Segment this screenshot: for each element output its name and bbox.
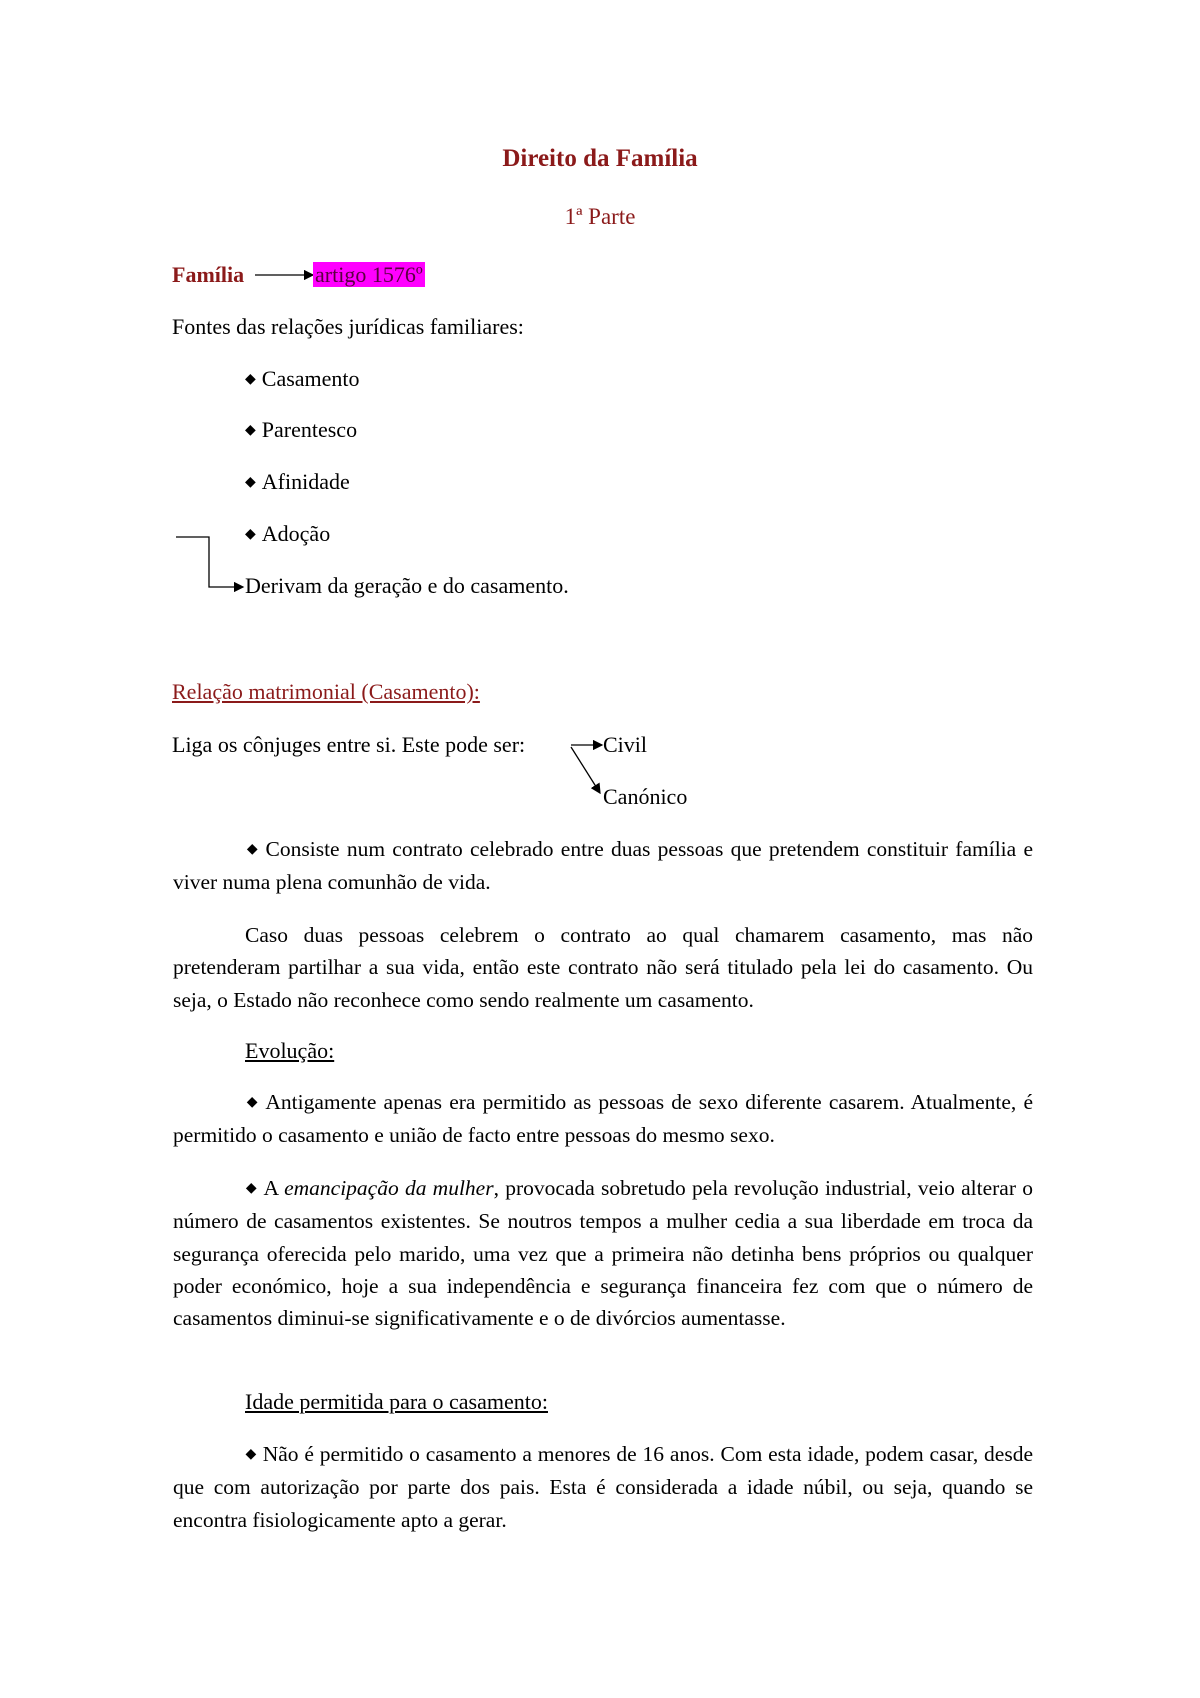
diamond-bullet-icon: ◆ [245, 423, 256, 438]
diamond-bullet-icon: ◆ [245, 475, 256, 490]
page-title: Direito da Família [502, 145, 698, 172]
artigo-reference [313, 261, 425, 289]
idade-heading: Idade permitida para o casamento: [245, 1389, 548, 1414]
diamond-bullet-icon: ◆ [245, 842, 260, 857]
paragraph-idade: ◆ Não é permitido o casamento a menores de 16 anos. Com esta idade, podem casar, desde que com autorização por parte dos pais. Esta é considerada a idade núbil, ou seja, quando se encontra fisiologicamente apto a gerar. [173, 1442, 1033, 1532]
paragraph-emancipacao: ◆ A emancipação da mulher, provocada sobretudo pela revolução industrial, veio alterar o número de casamentos existentes. Se noutros tempos a mulher cedia a sua liberdade em troca da segurança oferecida pelo marido, uma vez que a primeira não detinha bens próprios ou qualquer poder económico, hoje a sua independência e segurança financeira fez com que o número de casamentos diminui-se significativamente e o de divórcios aumentasse. [173, 1176, 1033, 1331]
list-item: ◆ Afinidade [245, 469, 350, 494]
tipo-civil: Civil [603, 732, 648, 757]
diamond-bullet-icon: ◆ [245, 1095, 260, 1110]
relacao-heading: Relação matrimonial (Casamento): [172, 679, 480, 704]
liga-text: Liga os cônjuges entre si. Este pode ser: [172, 732, 526, 757]
emphasis-text: emancipação da mulher [284, 1176, 494, 1200]
list-item: ◆ Adoção [245, 521, 331, 546]
list-item: ◆ Casamento [245, 366, 360, 391]
paragraph-caso: Caso duas pessoas celebrem o contrato ao qual chamarem casamento, mas não pretenderam partilhar a sua vida, então este contrato não será titulado pela lei do casamento. Ou seja, o Estado não reconhece como sendo realmente um casamento. [173, 923, 1033, 1012]
derivam-text: Derivam da geração e do casamento. [245, 573, 569, 598]
fontes-heading: Fontes das relações jurídicas familiares: [172, 314, 524, 339]
paragraph-antigamente: ◆ Antigamente apenas era permitido as pessoas de sexo diferente casarem. Atualmente, é permitido o casamento e união de facto entre pessoas do mesmo sexo. [173, 1090, 1033, 1148]
diamond-bullet-icon: ◆ [245, 1181, 258, 1196]
arrow-right-icon [571, 747, 600, 793]
evolucao-heading: Evolução: [245, 1038, 335, 1063]
artigo-highlight: artigo 1576º [315, 262, 423, 287]
diamond-bullet-icon: ◆ [245, 527, 256, 542]
paragraph-consiste: ◆ Consiste num contrato celebrado entre duas pessoas que pretendem constituir família e viver numa plena comunhão de vida. [173, 837, 1033, 895]
diamond-bullet-icon: ◆ [245, 1447, 257, 1462]
tipo-canonico: Canónico [603, 784, 688, 809]
diamond-bullet-icon: ◆ [245, 372, 256, 387]
page-subtitle: 1ª Parte [564, 204, 636, 229]
arrow-right-icon [176, 537, 243, 587]
list-item: ◆ Parentesco [245, 417, 358, 442]
familia-label: Família [172, 262, 245, 287]
